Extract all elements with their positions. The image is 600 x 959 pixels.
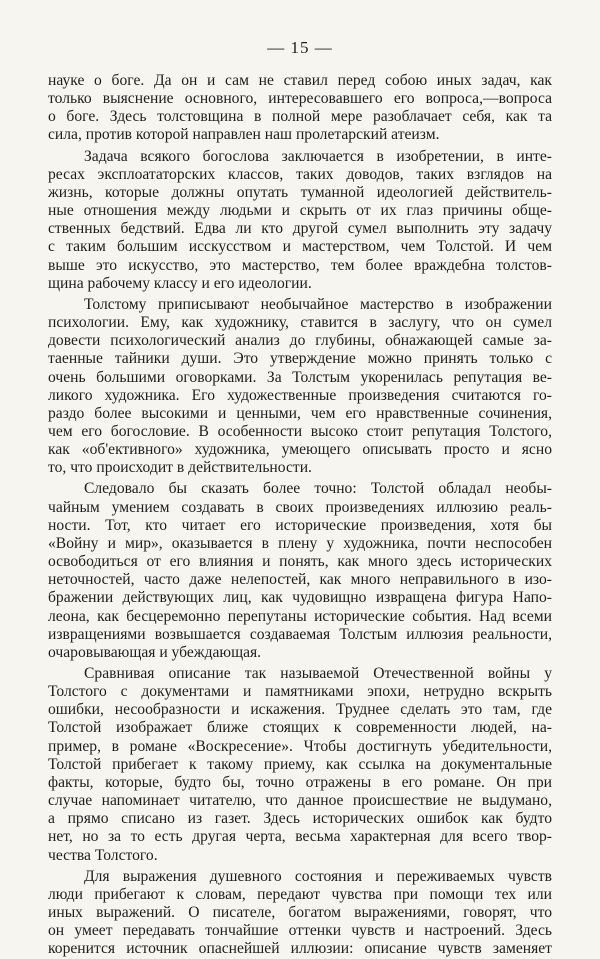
text-line: ности. Тот, кто читает его исторические произведения, хотя бы [48,516,552,534]
text-line: чем его богословие. В особенности высоко стоит репутация Толстого, [48,422,552,440]
text-line: то, что происходит в действительности. [48,459,312,477]
text-line: жизнь, которые должны опутать туманной идеологией действитель- [48,183,552,201]
text-line: люди прибегают к словам, передают чувства при помощи тех или [48,885,552,903]
text-line: случае напоминает читателю, что данное происшествие не выдумано, [48,792,552,810]
text-line: коренится источник опаснейшей иллюзии: описание чувств заменяет [48,940,552,958]
text-line: Толстому приписывают необычайное мастерство в изображении [84,295,552,313]
paragraph [48,868,552,959]
text-line: таенные тайники души. Это утверждение можно принять только с [48,350,552,368]
text-line: а прямо списано из газет. Здесь исторических ошибок как будто [48,810,552,828]
text-line: бражении действующих лиц, как чудовищно извращена фигура Напо- [48,589,552,607]
text-line: Задача всякого богослова заключается в изобретении, в инте- [84,147,552,165]
text-line: психологии. Ему, как художнику, ставится в заслугу, что он сумел [48,314,552,332]
text-line: ресах эксплоататорских классов, таких доводов, таких взглядов на [48,165,552,183]
text-line: о боге. Здесь толстовщина в полной мере разоблачает себя, как та [48,108,552,126]
page-number: — 15 — [267,38,333,57]
text-line: Толстой изображает ближе стоящих к современности людей, на- [48,719,552,737]
text-line: Для выражения душевного состояния и переживаемых чувств [84,867,552,885]
text-line: щина рабочему классу и его идеологии. [48,274,312,292]
text-line: он умеет передавать тончайшие оттенки чувств и настроений. Здесь [48,922,552,940]
paragraph [48,148,552,293]
text-line: ные отношения между людьми и скрыть от их глаз причины обще- [48,202,552,220]
text-line: как «об'ективного» художника, умеющего описывать просто и ясно [48,441,552,459]
text-line: неточностей, часто даже нелепостей, как много неправильного в изо- [48,571,552,589]
text-line: ошибки, несообразности и искажения. Труднее сделать это там, где [48,701,552,719]
text-line: ликого художника. Его художественные произведения считаются го- [48,386,552,404]
text-line: леона, как бесцеремонно перепутаны исторические события. Над всеми [48,607,552,625]
text-line: науке о боге. Да он и сам не ставил перед собою иных задач, как [48,72,552,89]
text-line: сила, против которой направлен наш пролетарский атеизм. [48,126,440,144]
text-line: «Войну и мир», оказывается в плену у художника, почти неспособен [48,534,552,552]
text-line: извращениями возвышается создаваемая Толстым иллюзия реальности, [48,625,552,643]
text-line: Следовало бы сказать более точно: Толстой обладал необы- [84,480,552,498]
paragraph [48,665,552,865]
text-line: ственных бедствий. Едва ли кто другой сумел выполнить эту задачу [48,220,552,238]
text-line: чества Толстого. [48,846,158,864]
text-line: освободиться от его влияния и понять, как много здесь исторических [48,553,552,571]
text-line: факты, которые, будто бы, точно отражены в его романе. Он при [48,773,552,791]
text-line: Сравнивая описание так называемой Отечественной войны у [84,665,552,682]
text-line: нет, но за то есть другая черта, весьма характерная для всего твор- [48,828,552,846]
text-line: довести психологический анализ до глубины, обнажающей самые за- [48,332,552,350]
text-line: раздо более высокими и ценными, чем его нравственные сочинения, [48,404,552,422]
paragraph [48,296,552,478]
text-line: только выяснение основного, интересовавшего его вопроса,—вопроса [48,90,552,108]
body-text [48,72,552,959]
paragraph [48,480,552,662]
paragraph [48,72,552,145]
text-line: чайным умением создавать в своих произведениях иллюзию реаль- [48,498,552,516]
text-line: пример, в романе «Воскресение». Чтобы достигнуть убедительности, [48,737,552,755]
text-line: иных выражений. О писателе, богатом выражениями, говорят, что [48,904,552,922]
text-line: Толстого с документами и памятниками эпохи, нетрудно вскрыть [48,683,552,701]
text-line: выше это искусство, это мастерство, тем более враждебна толстов- [48,256,552,274]
text-line: очень большими оговорками. За Толстым укоренилась репутация ве- [48,368,552,386]
text-line: очаровывающая и убеждающая. [48,643,262,661]
text-line: Толстой прибегает к такому приему, как ссылка на документальные [48,755,552,773]
text-line: с таким большим исскусством и мастерством, чем Толстой. И чем [48,238,552,256]
